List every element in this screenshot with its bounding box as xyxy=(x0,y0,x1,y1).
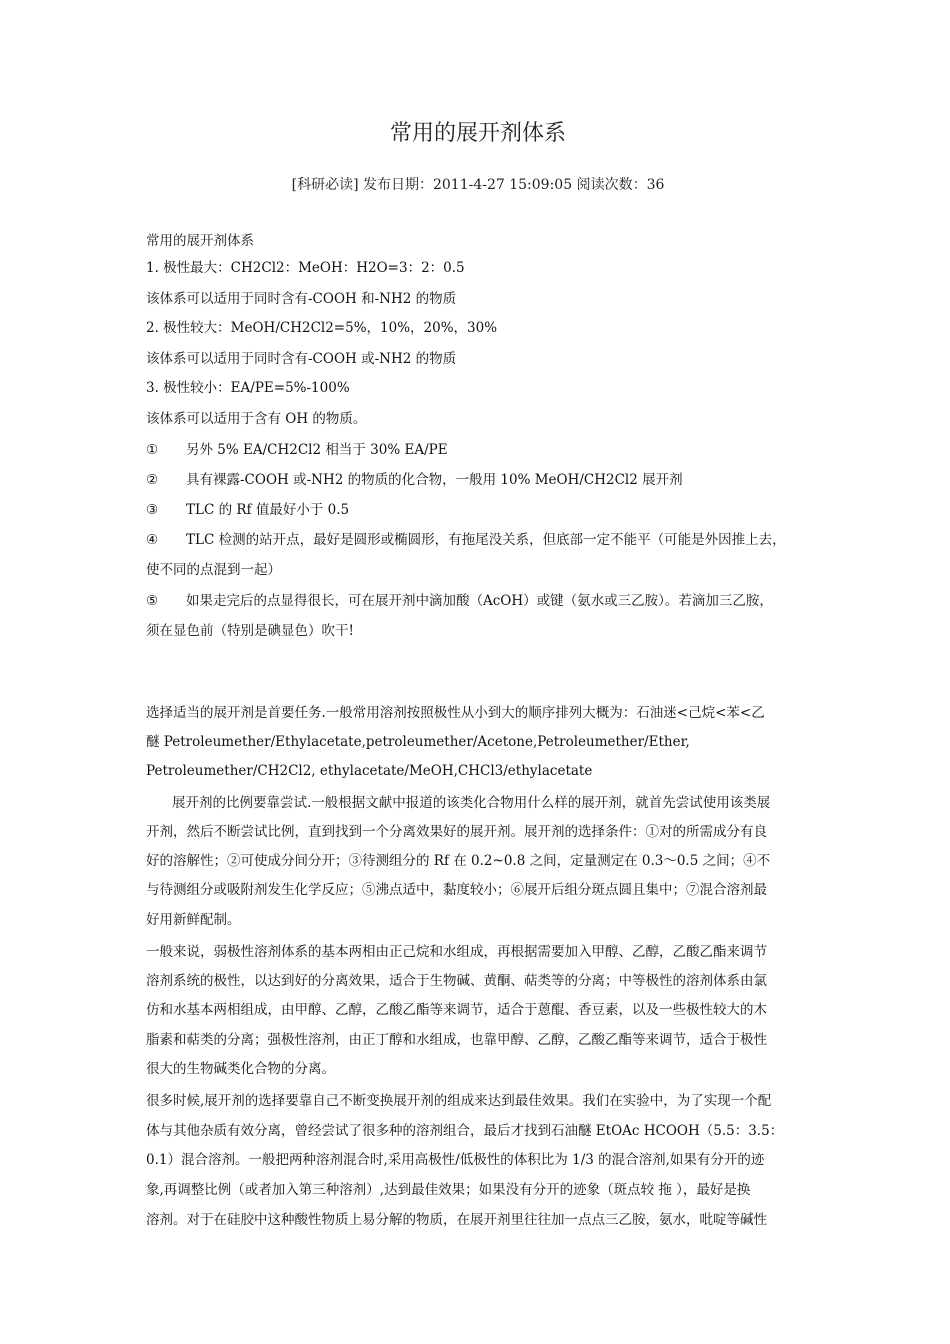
body-line: 好的溶解性；②可使成分间分开；③待测组分的 Rf 在 0.2~0.8 之间，定量测定在 0.3～0.5 之间；④不 xyxy=(146,853,771,869)
circled-number: ③ xyxy=(146,502,159,518)
body-line: 0.1）混合溶剂。一般把两种溶剂混合时,采用高极性/低极性的体积比为 1/3 的混合溶剂,如果有分开的迹 xyxy=(146,1152,765,1168)
article-meta: [科研必读] 发布日期：2011-4-27 15:09:05 阅读次数：36 xyxy=(291,177,665,193)
body-line: 好用新鲜配制。 xyxy=(146,912,241,928)
page-title: 常用的展开剂体系 xyxy=(389,121,566,146)
body-line: 仿和水基本两相组成，由甲醇、乙醇，乙酸乙酯等来调节，适合于蒽醌、香豆素，以及一些极性较大的木 xyxy=(146,1002,767,1018)
note-text: TLC 检测的站开点，最好是圆形或椭圆形，有拖尾没关系，但底部一定不能平（可能是外因推上去， xyxy=(186,532,786,548)
body-line: 醚 Petroleumether/Ethylacetate,petroleumether/Acetone,Petroleumether/Ether, xyxy=(146,734,690,750)
note-continuation: 须在显色前（特别是碘显色）吹干! xyxy=(146,623,354,639)
body-line: 一般来说，弱极性溶剂体系的基本两相由正己烷和水组成，再根据需要加入甲醇、乙醇，乙酸乙酯来调节 xyxy=(146,944,767,960)
list-item: 1. 极性最大：CH2Cl2：MeOH：H2O=3：2：0.5 xyxy=(146,260,465,276)
body-line: 展开剂的比例要靠尝试.一般根据文献中报道的该类化合物用什么样的展开剂，就首先尝试使用该类展 xyxy=(172,795,771,811)
list-item-note: 该体系可以适用于含有 OH 的物质。 xyxy=(146,411,367,427)
list-item: 3. 极性较小：EA/PE=5%-100% xyxy=(146,380,350,396)
body-line: 脂素和萜类的分离；强极性溶剂，由正丁醇和水组成，也靠甲醇、乙醇，乙酸乙酯等来调节，适合于极性 xyxy=(146,1032,767,1048)
note-item xyxy=(146,440,810,460)
body-line: 很多时候,展开剂的选择要靠自己不断变换展开剂的组成来达到最佳效果。我们在实验中，为了实现一个配 xyxy=(146,1093,772,1109)
note-item xyxy=(146,470,810,490)
note-item xyxy=(146,591,810,611)
body-line: 选择适当的展开剂是首要任务.一般常用溶剂按照极性从小到大的顺序排列大概为：石油迷<己烷<苯<乙 xyxy=(146,705,765,721)
circled-number: ② xyxy=(146,472,159,488)
body-line: 象,再调整比例（或者加入第三种溶剂）,达到最佳效果；如果没有分开的迹象（斑点较 拖 ），最好是换 xyxy=(146,1182,751,1198)
list-item: 2. 极性较大：MeOH/CH2Cl2=5%，10%，20%，30% xyxy=(146,320,498,336)
note-text: 另外 5% EA/CH2Cl2 相当于 30% EA/PE xyxy=(186,442,448,458)
circled-number: ④ xyxy=(146,532,159,548)
body-line: 溶剂。对于在硅胶中这种酸性物质上易分解的物质，在展开剂里往往加一点点三乙胺，氨水，吡啶等碱性 xyxy=(146,1212,767,1228)
body-line: 与待测组分或吸附剂发生化学反应；⑤沸点适中，黏度较小；⑥展开后组分斑点圆且集中；⑦混合溶剂最 xyxy=(146,882,767,898)
body-line: 体与其他杂质有效分离，曾经尝试了很多种的溶剂组合，最后才找到石油醚 EtOAc HCOOH（5.5：3.5： xyxy=(146,1123,784,1139)
note-text: 如果走完后的点显得很长，可在展开剂中滴加酸（AcOH）或键（氨水或三乙胺）。若滴加三乙胺， xyxy=(186,593,773,609)
body-line: 开剂，然后不断尝试比例，直到找到一个分离效果好的展开剂。展开剂的选择条件：①对的所需成分有良 xyxy=(146,824,767,840)
note-continuation: 使不同的点混到一起） xyxy=(146,562,281,578)
circled-number: ⑤ xyxy=(146,593,159,609)
list-item-note: 该体系可以适用于同时含有-COOH 或-NH2 的物质 xyxy=(146,351,457,367)
body-line: 很大的生物碱类化合物的分离。 xyxy=(146,1061,335,1077)
note-text: TLC 的 Rf 值最好小于 0.5 xyxy=(186,502,350,518)
circled-number: ① xyxy=(146,442,159,458)
note-text: 具有裸露-COOH 或-NH2 的物质的化合物，一般用 10% MeOH/CH2Cl2 展开剂 xyxy=(186,472,683,488)
note-item xyxy=(146,500,810,520)
body-line: Petroleumether/CH2Cl2, ethylacetate/MeOH,CHCl3/ethylacetate xyxy=(146,763,593,779)
section-heading: 常用的展开剂体系 xyxy=(146,233,254,249)
note-item xyxy=(146,530,810,550)
list-item-note: 该体系可以适用于同时含有-COOH 和-NH2 的物质 xyxy=(146,291,457,307)
body-line: 溶剂系统的极性，以达到好的分离效果，适合于生物碱、黄酮、萜类等的分离；中等极性的溶剂体系由氯 xyxy=(146,973,767,989)
